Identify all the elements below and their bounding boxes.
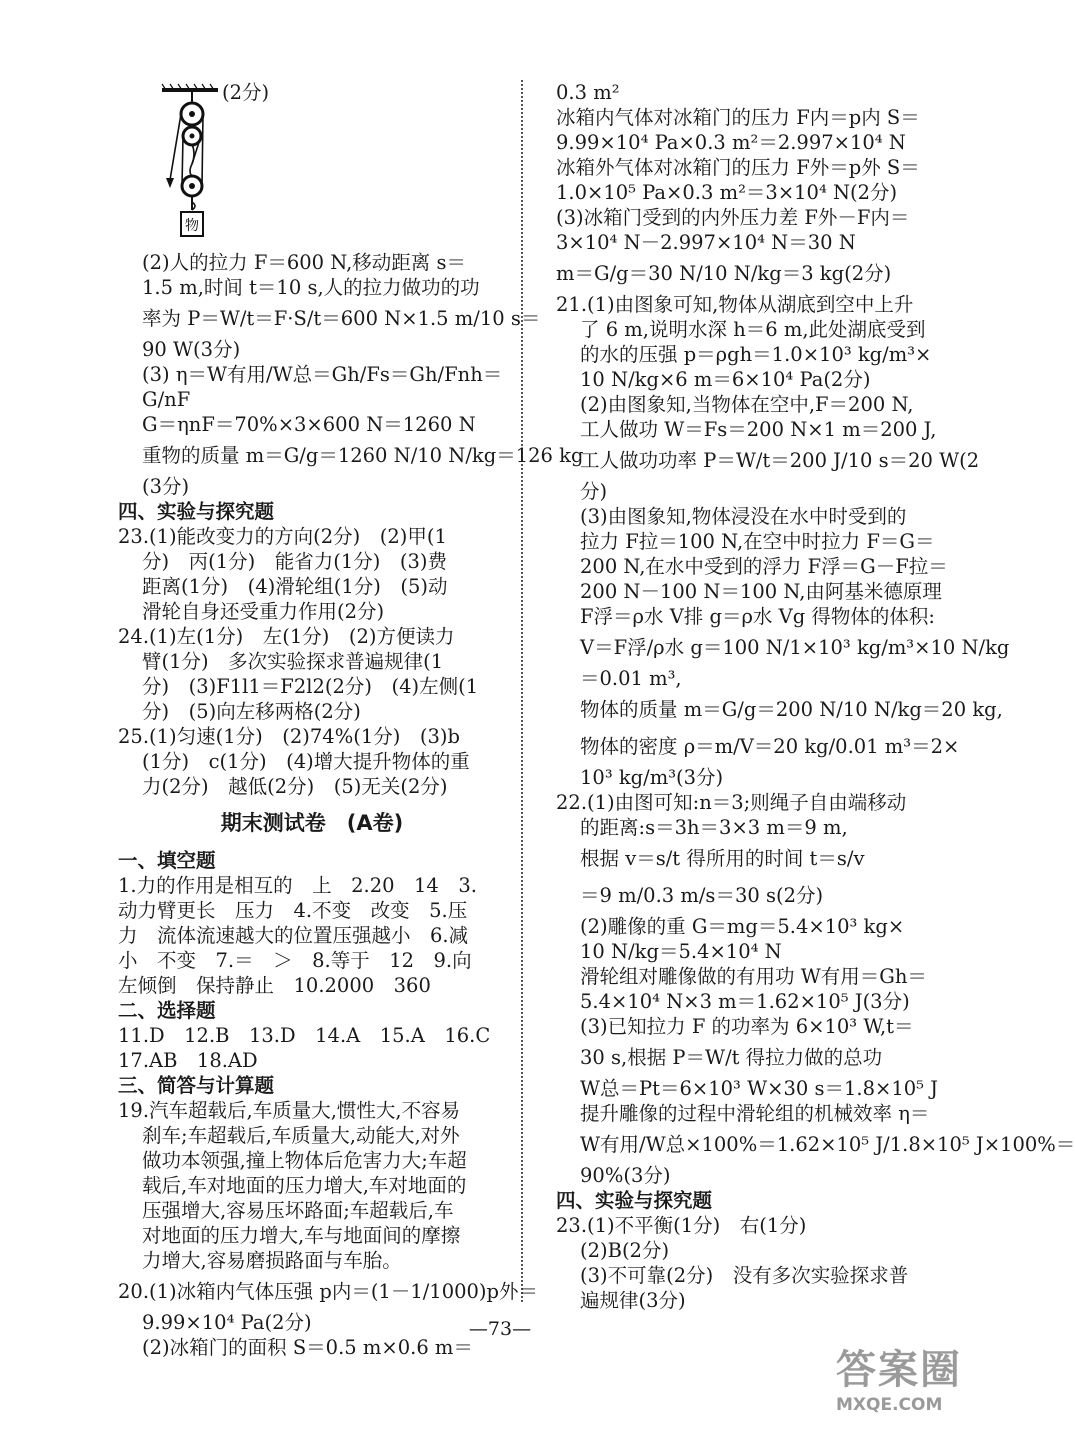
answer-line: 力增大,容易磨损路面与车胎。: [142, 1249, 402, 1272]
answer-line: (2)B(2分): [580, 1239, 670, 1262]
pulley-system-icon: [162, 84, 218, 250]
answer-line: 遍规律(3分): [580, 1289, 686, 1312]
answer-line: 臂(1分) 多次实验探求普遍规律(1: [142, 650, 444, 673]
section-heading: 一、填空题: [118, 849, 216, 872]
pulley-diagram: [118, 80, 506, 250]
answer-line: 17.AB 18.AD: [118, 1049, 258, 1072]
formula-line: (3) η＝W有用/W总＝Gh/Fs＝Gh/Fnh＝: [142, 363, 503, 386]
diagram-score: (2分): [222, 81, 270, 104]
answer-line: 的距离:s＝3h＝3×3 m＝9 m,: [580, 816, 848, 839]
watermark-logo: 答案圈 MXQE.COM: [836, 1347, 962, 1415]
answer-line: 22.(1)由图可知:n＝3;则绳子自由端移动: [556, 791, 907, 814]
answer-line: (3)由图象知,物体浸没在水中时受到的: [580, 505, 907, 528]
text-line: 1.5 m,时间 t＝10 s,人的拉力做功的功: [142, 276, 480, 299]
answer-line: 力(2分) 越低(2分) (5)无关(2分): [142, 775, 448, 798]
formula-line: 率为 P＝W/t＝F·S/t＝600 N×1.5 m/10 s＝: [142, 307, 541, 330]
answer-line: 23.(1)不平衡(1分) 右(1分): [556, 1214, 807, 1237]
answer-line: 做功本领强,撞上物体后危害力大;车超: [142, 1149, 467, 1172]
answer-line: 0.3 m²: [556, 81, 620, 104]
svg-text:物: 物: [185, 218, 199, 234]
section-heading: 二、选择题: [118, 999, 216, 1022]
formula-line: G/nF: [142, 388, 191, 411]
answer-line: (2)雕像的重 G＝mg＝5.4×10³ kg×: [580, 915, 905, 938]
text-line: (2)人的拉力 F＝600 N,移动距离 s＝: [142, 251, 466, 274]
answer-line: (2)冰箱门的面积 S＝0.5 m×0.6 m＝: [142, 1336, 473, 1359]
formula-line: 重物的质量 m＝G/g＝1260 N/10 N/kg＝126 kg: [142, 444, 584, 467]
answer-line: ＝0.01 m³,: [580, 667, 682, 690]
right-column: [556, 80, 1075, 1313]
text-line: (3分): [142, 475, 190, 498]
answer-line: 200 N,在水中受到的浮力 F浮＝G－F拉＝: [580, 555, 948, 578]
answer-line: 分) (3)F1l1＝F2l2(2分) (4)左侧(1: [142, 675, 479, 698]
exam-title: 期末测试卷 (A卷): [220, 811, 404, 835]
answer-line: 分): [580, 480, 608, 503]
formula-line: V＝F浮/ρ水 g＝100 N/1×10³ kg/m³×10 N/kg: [580, 636, 1010, 659]
section-heading: 四、实验与探究题: [556, 1189, 713, 1212]
formula-line: 物体的质量 m＝G/g＝200 N/10 N/kg＝20 kg,: [580, 698, 1003, 721]
answer-line: 滑轮自身还受重力作用(2分): [142, 600, 385, 623]
answer-line: 5.4×10⁴ N×3 m＝1.62×10⁵ J(3分): [580, 990, 910, 1013]
answer-line: 23.(1)能改变力的方向(2分) (2)甲(1: [118, 525, 447, 548]
answer-line: (2)由图象知,当物体在空中,F＝200 N,: [580, 393, 914, 416]
answer-line: (3)不可靠(2分) 没有多次实验探求普: [580, 1264, 909, 1287]
answer-line: 工人做功 W＝Fs＝200 N×1 m＝200 J,: [580, 418, 937, 441]
answer-line: 90%(3分): [580, 1164, 671, 1187]
answer-line: F浮＝ρ水 V排 g＝ρ水 Vg 得物体的体积:: [580, 605, 935, 628]
answer-line: 9.99×10⁴ Pa(2分): [142, 1311, 312, 1334]
answer-line: 载后,车对地面的压力增大,车对地面的: [142, 1174, 467, 1197]
answer-line: 小 不变 7.＝ ＞ 8.等于 12 9.向: [118, 949, 472, 972]
formula-line: G＝ηnF＝70%×3×600 N＝1260 N: [142, 413, 476, 436]
left-column: [118, 80, 584, 1360]
answer-line: W总＝Pt＝6×10³ W×30 s＝1.8×10⁵ J: [580, 1077, 938, 1100]
answer-line: 21.(1)由图象可知,物体从湖底到空中上升: [556, 293, 914, 316]
answer-line: 冰箱外气体对冰箱门的压力 F外＝p外 S＝: [556, 156, 920, 179]
answer-line: 滑轮组对雕像做的有用功 W有用＝Gh＝: [580, 965, 927, 988]
answer-line: 10 N/kg＝5.4×10⁴ N: [580, 940, 782, 963]
answer-line: 1.0×10⁵ Pa×0.3 m²＝3×10⁴ N(2分): [556, 181, 898, 204]
answer-line: 25.(1)匀速(1分) (2)74%(1分) (3)b: [118, 725, 460, 748]
answer-line: 分) 丙(1分) 能省力(1分) (3)费: [142, 550, 447, 573]
formula-line: 根据 v＝s/t 得所用的时间 t＝s/v: [580, 847, 865, 870]
answer-line: 力 流体流速越大的位置压强越小 6.减: [118, 924, 469, 947]
answer-line: 24.(1)左(1分) 左(1分) (2)方便读力: [118, 625, 455, 648]
section-heading: 三、简答与计算题: [118, 1074, 275, 1097]
answer-line: (3)冰箱门受到的内外压力差 F外－F内＝: [556, 206, 910, 229]
formula-line: 20.(1)冰箱内气体压强 p内＝(1－1/1000)p外＝: [118, 1280, 539, 1303]
section-heading: 四、实验与探究题: [118, 500, 275, 523]
formula-line: m＝G/g＝30 N/10 N/kg＝3 kg(2分): [556, 262, 892, 285]
column-divider: [521, 80, 523, 1302]
text-line: 90 W(3分): [142, 338, 241, 361]
answer-line: 10 N/kg×6 m＝6×10⁴ Pa(2分): [580, 368, 871, 391]
answer-line: 左倾倒 保持静止 10.2000 360: [118, 974, 431, 997]
answer-line: 冰箱内气体对冰箱门的压力 F内＝p内 S＝: [556, 106, 920, 129]
answer-line: (3)已知拉力 F 的功率为 6×10³ W,t＝: [580, 1015, 914, 1038]
answer-line: 19.汽车超载后,车质量大,惯性大,不容易: [118, 1099, 461, 1122]
answer-line: 9.99×10⁴ Pa×0.3 m²＝2.997×10⁴ N: [556, 131, 906, 154]
answer-line: (1分) c(1分) (4)增大提升物体的重: [142, 750, 470, 773]
formula-line: 工人做功功率 P＝W/t＝200 J/10 s＝20 W(2: [580, 449, 980, 472]
answer-line: 分) (5)向左移两格(2分): [142, 700, 361, 723]
answer-line: 压强增大,容易压坏路面;车超载后,车: [142, 1199, 454, 1222]
answer-line: 200 N－100 N＝100 N,由阿基米德原理: [580, 580, 942, 603]
formula-line: 物体的密度 ρ＝m/V＝20 kg/0.01 m³＝2×: [580, 735, 960, 758]
answer-line: 了 6 m,说明水深 h＝6 m,此处湖底受到: [580, 318, 926, 341]
formula-line: ＝9 m/0.3 m/s＝30 s(2分): [580, 884, 824, 907]
answer-line: 11.D 12.B 13.D 14.A 15.A 16.C: [118, 1024, 491, 1047]
answer-line: 动力臂更长 压力 4.不变 改变 5.压: [118, 899, 468, 922]
answer-line: 的水的压强 p＝ρgh＝1.0×10³ kg/m³×: [580, 343, 932, 366]
answer-line: 10³ kg/m³(3分): [580, 766, 724, 789]
answer-line: 距离(1分) (4)滑轮组(1分) (5)动: [142, 575, 448, 598]
answer-line: 提升雕像的过程中滑轮组的机械效率 η＝: [580, 1102, 930, 1125]
page-number: —73—: [468, 1318, 532, 1340]
answer-line: 1.力的作用是相互的 上 2.20 14 3.: [118, 874, 477, 897]
answer-line: 拉力 F拉＝100 N,在空中时拉力 F＝G＝: [580, 530, 935, 553]
answer-line: 刹车;车超载后,车质量大,动能大,对外: [142, 1124, 460, 1147]
answer-line: 3×10⁴ N－2.997×10⁴ N＝30 N: [556, 231, 856, 254]
answer-line: 对地面的压力增大,车与地面间的摩擦: [142, 1224, 461, 1247]
formula-line: 30 s,根据 P＝W/t 得拉力做的总功: [580, 1046, 883, 1069]
formula-line: W有用/W总×100%＝1.62×10⁵ J/1.8×10⁵ J×100%＝: [580, 1133, 1075, 1156]
